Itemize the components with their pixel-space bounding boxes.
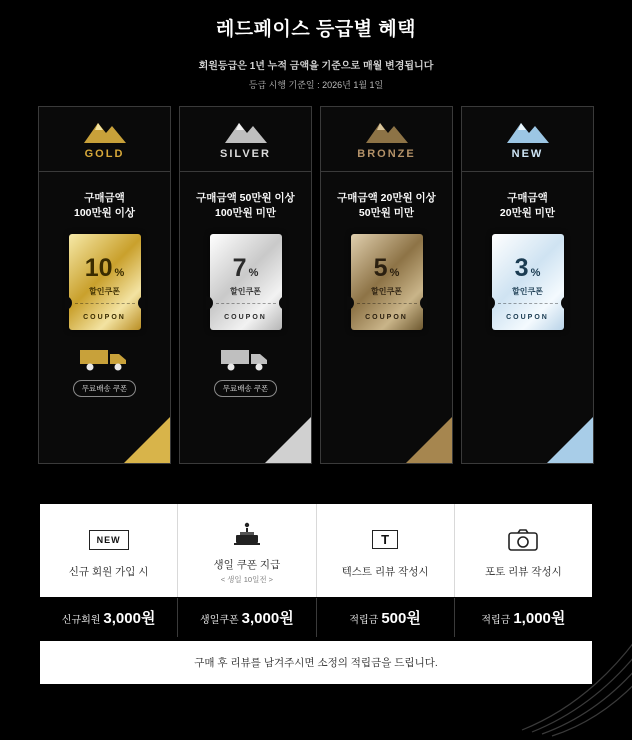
benefit-reward-amount: 1,000원 [513,610,566,627]
benefit-caption: 생일 쿠폰 지급 [213,559,281,571]
coupon-divider [216,303,276,304]
grade-condition [337,191,436,221]
coupon-label-kr: 할인쿠폰 [89,287,120,296]
coupon-divider [357,303,417,304]
grade-card-header [321,107,452,172]
page-title: 레드페이스 등급별 혜택 [215,19,417,40]
benefit-reward-label: 적립금 [349,615,379,626]
benefits-reward-row [40,597,592,637]
coupon-percent [85,256,125,281]
benefit-reward-amount: 500원 [381,610,421,627]
coupon-notch-left [488,296,495,310]
coupon-notch-right [138,296,145,310]
discount-coupon [492,234,564,330]
benefit-item-new-member [40,504,178,597]
discount-coupon [351,234,423,330]
grade-condition-line1: 구매금액 50만원 이상 [196,192,295,204]
coupon-notch-left [347,296,354,310]
grade-name: NEW [511,148,544,160]
free-shipping-block [214,346,278,397]
grade-card-header [180,107,311,172]
benefit-item-text-review [317,504,455,597]
coupon-label-en: COUPON [83,314,126,321]
benefit-reward-amount: 3,000원 [241,610,294,627]
text-review-icon [372,525,398,555]
coupon-percent-symbol: % [114,267,125,279]
coupon-notch-right [420,296,427,310]
grade-name: SILVER [220,148,271,160]
benefit-caption: 텍스트 리뷰 작성시 [341,565,429,578]
benefit-reward-label: 적립금 [481,615,511,626]
benefit-subcaption: < 생일 10일전 > [220,575,274,584]
benefits-icon-row [40,504,592,597]
camera-glyph [507,527,539,553]
page-subtitle: 회원등급은 1년 누적 금액을 기준으로 매월 변경됩니다 [198,61,434,72]
text-review-glyph: T [372,530,398,549]
camera-icon [507,525,539,555]
coupon-label-kr: 할인쿠폰 [512,287,543,296]
mountain-icon [223,118,269,144]
card-corner-accent [406,417,452,463]
benefit-caption: 신규 회원 가입 시 [68,565,149,578]
grade-condition-line1: 구매금액 [507,192,548,204]
coupon-percent-number: 5 [373,254,388,282]
coupon-percent-symbol: % [248,267,259,279]
free-shipping-label: 무료배송 쿠폰 [73,380,137,397]
new-badge-text: NEW [89,530,129,550]
grade-condition [500,191,555,221]
coupon-label-en: COUPON [506,314,549,321]
coupon-percent-number: 3 [514,254,529,282]
grade-card-list [0,106,632,464]
grade-condition-line1: 구매금액 [84,192,125,204]
mountain-icon [364,118,410,144]
page-header [0,0,632,91]
discount-coupon [210,234,282,330]
grade-card-header [462,107,593,172]
grade-condition [196,191,295,221]
benefits-table [40,504,592,684]
grade-condition-line2: 100만원 미만 [214,207,276,219]
benefit-reward-label: 신규회원 [61,615,101,626]
grade-condition [74,191,135,221]
benefit-reward-label: 생일쿠폰 [200,615,239,626]
card-corner-accent [265,417,311,463]
new-badge-icon [89,525,129,555]
grade-condition-line2: 20만원 미만 [499,207,556,219]
grade-condition-line1: 구매금액 20만원 이상 [337,192,436,204]
cake-glyph [232,519,262,547]
mountain-icon [82,118,128,144]
grade-card-gold [38,106,171,464]
coupon-label-en: COUPON [365,314,408,321]
free-shipping-block [73,346,137,397]
coupon-percent [374,256,400,281]
grade-card-silver [179,106,312,464]
grade-card-bronze [320,106,453,464]
coupon-percent-symbol: % [389,267,400,279]
coupon-notch-right [279,296,286,310]
benefit-caption: 포토 리뷰 작성시 [484,565,562,578]
grade-card-new [461,106,594,464]
coupon-percent [233,256,259,281]
free-shipping-label: 무료배송 쿠폰 [214,380,278,397]
coupon-divider [75,303,135,304]
benefits-footer-note: 구매 후 리뷰를 남겨주시면 소정의 적립금을 드립니다. [40,637,592,684]
card-corner-accent [547,417,593,463]
coupon-notch-left [206,296,213,310]
benefit-reward [455,598,592,637]
birthday-cake-icon [232,518,262,548]
card-corner-accent [124,417,170,463]
benefit-item-photo-review [455,504,592,597]
grade-name: BRONZE [357,148,416,160]
mountain-icon [505,118,551,144]
grade-condition-line2: 50만원 미만 [358,207,415,219]
grade-condition-line2: 100만원 이상 [73,207,135,219]
coupon-notch-right [561,296,568,310]
truck-icon [78,346,132,372]
coupon-notch-left [65,296,72,310]
coupon-percent-symbol: % [530,267,541,279]
benefit-reward [317,598,455,637]
benefit-reward-amount: 3,000원 [103,610,156,627]
grade-card-header [39,107,170,172]
coupon-percent [515,256,541,281]
coupon-divider [498,303,558,304]
page-subtitle-secondary: 등급 시행 기준일 : 2026년 1월 1일 [248,80,384,90]
coupon-label-en: COUPON [224,314,267,321]
coupon-label-kr: 할인쿠폰 [371,287,402,296]
coupon-label-kr: 할인쿠폰 [230,287,261,296]
coupon-percent-number: 7 [232,254,247,282]
truck-icon [219,346,273,372]
grade-name: GOLD [84,148,125,160]
benefit-reward [178,598,316,637]
coupon-percent-number: 10 [84,254,113,282]
benefit-reward [40,598,178,637]
discount-coupon [69,234,141,330]
benefit-item-birthday [178,504,316,597]
